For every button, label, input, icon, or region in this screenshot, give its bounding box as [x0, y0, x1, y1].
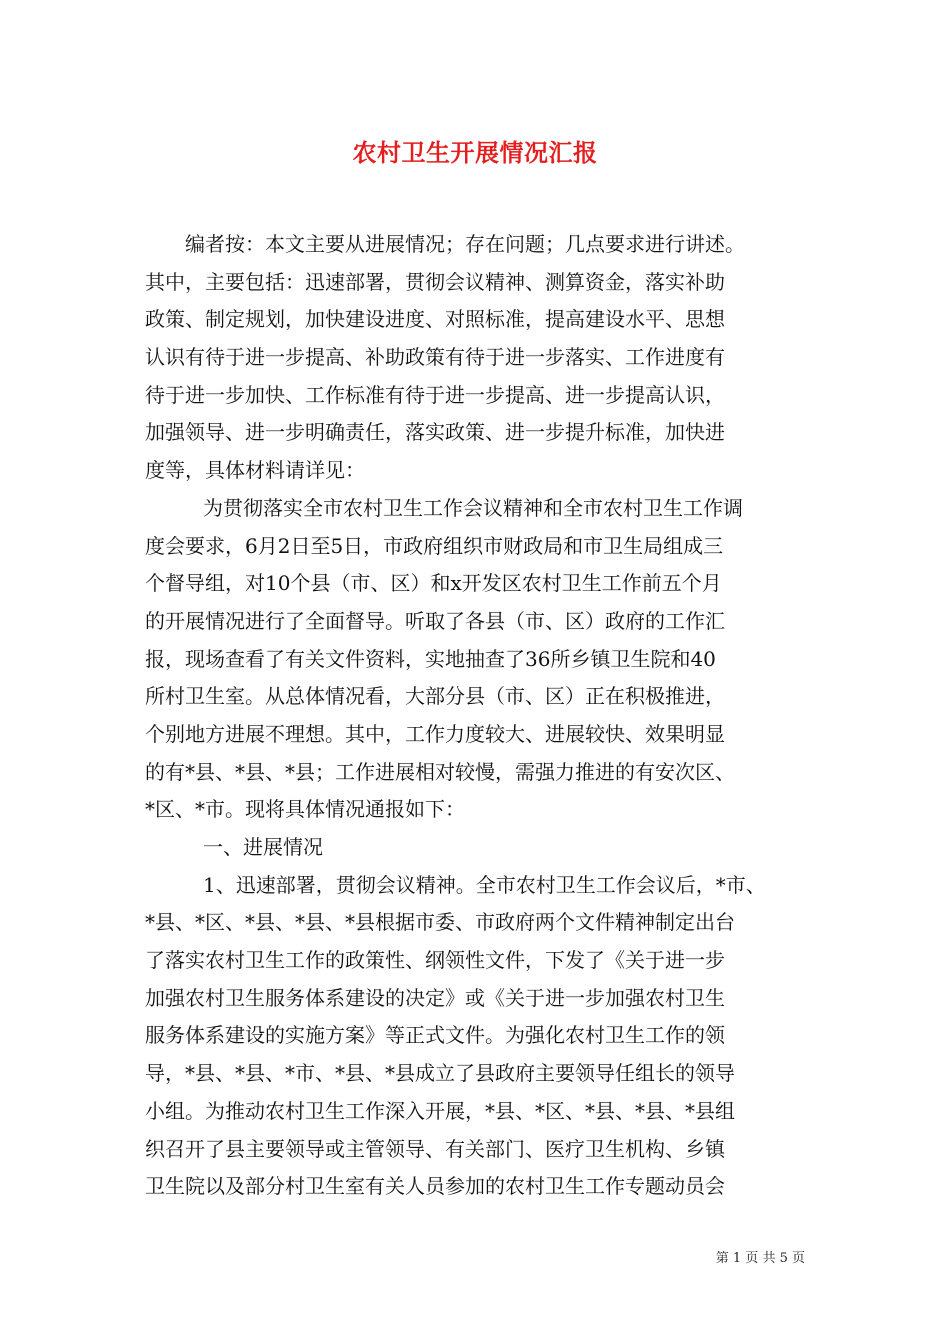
document-title: 农村卫生开展情况汇报 [352, 138, 598, 167]
body-line: 报，现场查看了有关文件资料，实地抽查了36所乡镇卫生院和40 [145, 646, 716, 671]
body-line: 个别地方进展不理想。其中，工作力度较大、进展较快、效果明显 [145, 721, 725, 746]
body-line: 导，*县、*县、*市、*县、*县成立了县政府主要领导任组长的领导 [145, 1061, 735, 1086]
section-heading: 一、进展情况 [203, 835, 323, 859]
body-line: 政策、制定规划，加快建设进度、对照标准，提高建设水平、思想 [145, 307, 725, 332]
body-line: 个督导组，对10个县（市、区）和x开发区农村卫生工作前五个月 [145, 571, 722, 596]
body-line: 1、迅速部署，贯彻会议精神。全市农村卫生工作会议后，*市、 [203, 872, 766, 897]
body-line: 待于进一步加快、工作标准有待于进一步提高、进一步提高认识， [145, 382, 725, 407]
body-line: 织召开了县主要领导或主管领导、有关部门、医疗卫生机构、乡镇 [145, 1136, 725, 1161]
body-line: 加强农村卫生服务体系建设的决定》或《关于进一步加强农村卫生 [145, 985, 725, 1010]
body-line: 服务体系建设的实施方案》等正式文件。为强化农村卫生工作的领 [145, 1023, 725, 1048]
document-body [145, 226, 810, 1206]
body-line: 度等，具体材料请详见： [145, 458, 365, 483]
body-line: 其中，主要包括：迅速部署，贯彻会议精神、测算资金，落实补助 [145, 269, 725, 294]
body-line: 度会要求，6月2日至5日，市政府组织市财政局和市卫生局组成三 [145, 533, 724, 558]
body-line: *县、*区、*县、*县、*县根据市委、市政府两个文件精神制定出台 [145, 910, 735, 935]
body-line: 小组。为推动农村卫生工作深入开展，*县、*区、*县、*县、*县组 [145, 1098, 735, 1123]
body-line: 所村卫生室。从总体情况看，大部分县（市、区）正在积极推进， [145, 684, 725, 709]
body-line: 认识有待于进一步提高、补助政策有待于进一步落实、工作进度有 [145, 345, 725, 370]
body-line: 卫生院以及部分村卫生室有关人员参加的农村卫生工作专题动员会 [145, 1174, 725, 1199]
page-number-footer: 第 1 页 共 5 页 [715, 1251, 805, 1266]
body-line: *区、*市。现将具体情况通报如下： [145, 797, 465, 822]
body-line: 了落实农村卫生工作的政策性、纲领性文件，下发了《关于进一步 [145, 948, 725, 973]
body-line: 为贯彻落实全市农村卫生工作会议精神和全市农村卫生工作调 [203, 495, 743, 520]
body-line: 的有*县、*县、*县；工作进展相对较慢，需强力推进的有安次区、 [145, 759, 735, 784]
body-line: 编者按：本文主要从进展情况；存在问题；几点要求进行讲述。 [185, 232, 745, 256]
body-line: 加强领导、进一步明确责任，落实政策、进一步提升标准，加快进 [145, 420, 725, 445]
body-line: 的开展情况进行了全面督导。听取了各县（市、区）政府的工作汇 [145, 608, 725, 633]
